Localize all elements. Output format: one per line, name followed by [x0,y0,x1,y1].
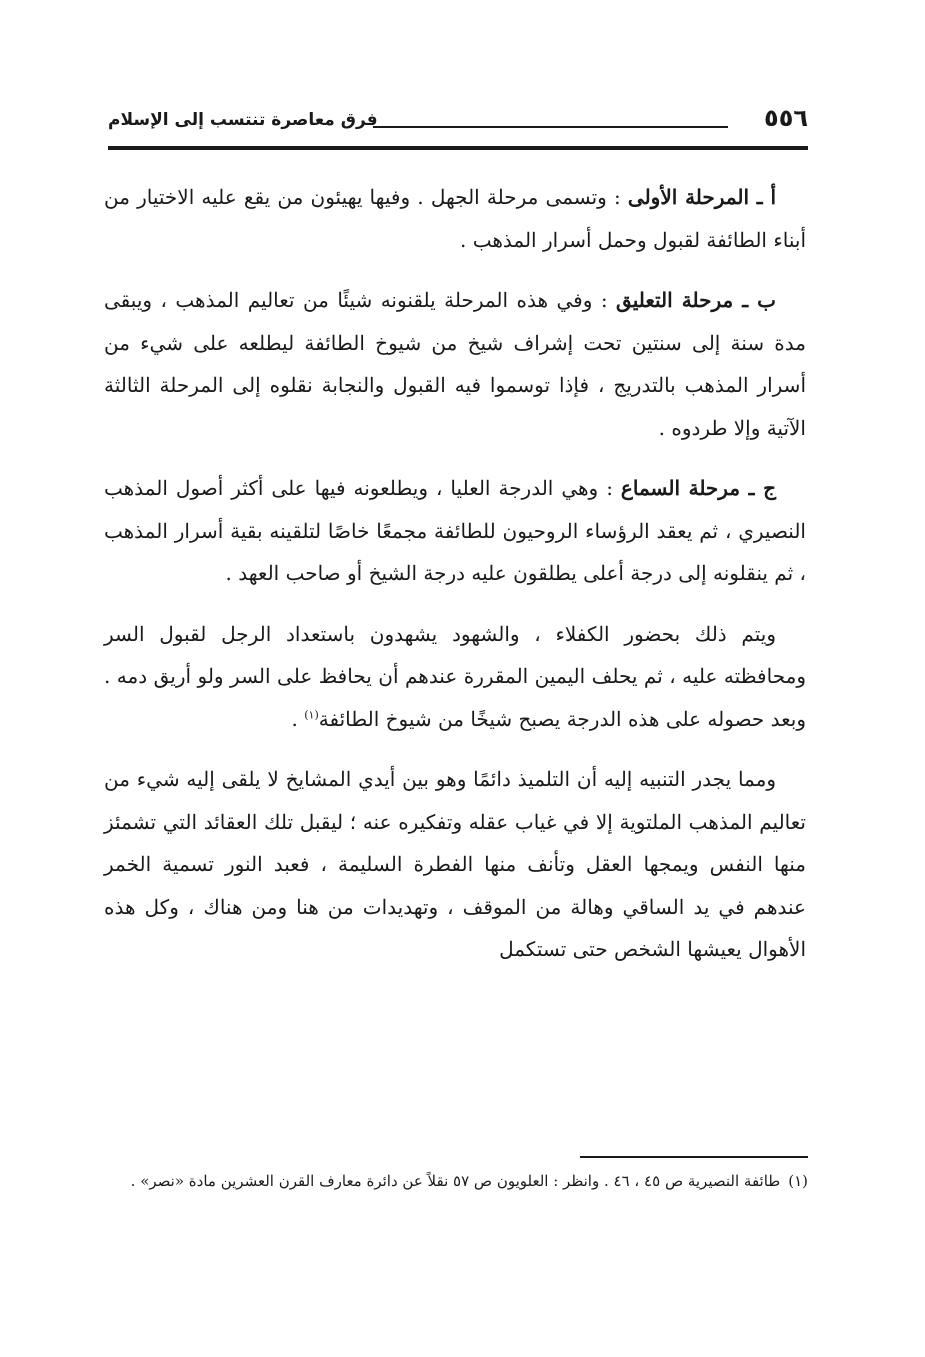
ceremony-tail: . [291,706,305,731]
paragraph-stage-three [104,467,806,595]
stage-three-term: ج ـ مرحلة السماع [620,476,776,500]
note-text: ومما يجدر التنبيه إليه أن التلميذ دائمًا وهو بين أيدي المشايخ لا يلقى إليه شيء من تعاليم المذهب الملتوية إلا في غياب عقله وتفكيره عنه ؛ ليقبل تلك العقائد التي تشمئز منها النفس ويمجها العقل وتأنف منها الفطرة السليمة ، فعبد النور تسمية الخمر عندهم في يد الساقي وهالة من الموقف ، وتهديدات من هنا ومن هناك ، وكل هذه الأهوال يعيشها الشخص حتى تستكمل [104,767,806,961]
paragraph-stage-two [104,279,806,449]
footnote-reference[interactable]: (١) [304,707,319,721]
main-text [104,176,806,989]
stage-two-text: : وفي هذه المرحلة يلقنونه شيئًا من تعاليم المذهب ، ويبقى مدة سنة إلى سنتين تحت إشراف شيخ من شيوخ الطائفة ليطلعه على شيء من أسرار المذهب بالتدريج ، فإذا توسموا فيه القبول والنجابة نقلوه إلى المرحلة الثالثة الآتية وإلا طردوه . [104,288,806,440]
footnote-text: طائفة النصيرية ص ٤٥ ، ٤٦ . وانظر : العلويون ص ٥٧ نقلاً عن دائرة معارف القرن العشرين مادة «نصر» . [130,1172,781,1190]
footnote [100,1166,808,1197]
stage-one-term: أ ـ المرحلة الأولى [627,185,777,209]
page-number: ٥٥٦ [764,104,808,132]
header-rule [108,146,808,150]
stage-one-text: : وتسمى مرحلة الجهل . وفيها يهيئون من يقع عليه الاختيار من أبناء الطائفة لقبول وحمل أسرار المذهب . [104,185,806,252]
stage-three-text: : وهي الدرجة العليا ، ويطلعونه فيها على أكثر أصول المذهب النصيري ، ثم يعقد الرؤساء الروحيون للطائفة مجمعًا خاصًا لتلقينه بقية أسرار المذهب ، ثم ينقلونه إلى درجة أعلى يطلقون عليه درجة الشيخ أو صاحب العهد . [104,476,806,585]
page-header [108,104,808,138]
ceremony-text: ويتم ذلك بحضور الكفلاء ، والشهود يشهدون باستعداد الرجل لقبول السر ومحافظته عليه ، ثم يحلف اليمين المقررة عندهم أن يحافظ على السر ولو أريق دمه . وبعد حصوله على هذه الدرجة يصبح شيخًا من شيوخ الطائفة [104,621,806,731]
stage-two-term: ب ـ مرحلة التعليق [616,288,776,312]
paragraph-ceremony [104,613,806,741]
footnote-rule [580,1156,808,1158]
paragraph-stage-one [104,176,806,261]
running-title: فرق معاصرة تنتسب إلى الإسلام [108,110,378,130]
paragraph-note [104,758,806,971]
footnote-number: (١) [788,1172,808,1190]
header-dash-line [373,126,728,128]
